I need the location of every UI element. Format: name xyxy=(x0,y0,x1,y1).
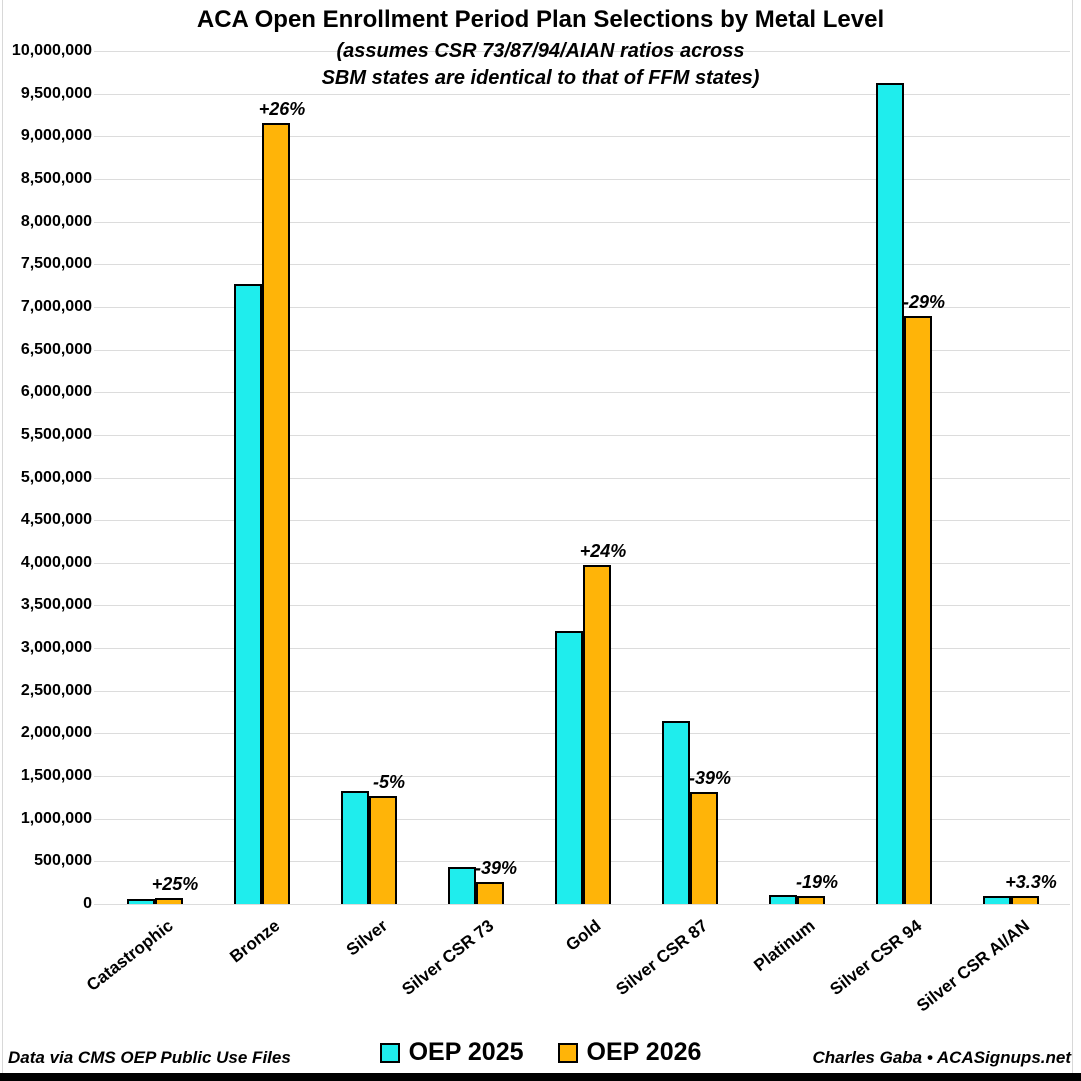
pct-change-label: -5% xyxy=(372,772,406,792)
bar-oep-2026-gold xyxy=(583,565,611,904)
pct-change-label: +24% xyxy=(579,541,627,561)
bar-oep-2026-bronze xyxy=(262,123,290,904)
pct-change-label: +25% xyxy=(151,874,199,894)
x-axis-label: Silver CSR 73 xyxy=(398,916,498,1000)
y-axis-tick-label: 9,500,000 xyxy=(20,84,92,102)
legend-swatch xyxy=(380,1043,400,1063)
x-axis-label: Silver CSR 94 xyxy=(826,916,926,1000)
x-axis-label: Silver CSR AI/AN xyxy=(912,916,1033,1016)
bar-oep-2025-platinum xyxy=(769,895,797,904)
x-axis-label: Bronze xyxy=(226,916,284,967)
x-axis-label: Catastrophic xyxy=(83,916,177,995)
chart-title: ACA Open Enrollment Period Plan Selections by Metal Level xyxy=(196,6,885,33)
x-axis-labels xyxy=(83,916,1070,1046)
bar-oep-2026-silver-csr-73 xyxy=(476,882,504,904)
bar-oep-2025-catastrophic xyxy=(127,899,155,904)
chart-subtitle xyxy=(0,38,1081,92)
y-axis-tick-label: 5,000,000 xyxy=(20,468,92,486)
y-axis-tick-label: 7,500,000 xyxy=(20,255,92,273)
legend-item xyxy=(558,1038,702,1067)
y-axis-tick-label: 0 xyxy=(83,895,92,912)
bar-oep-2025-silver-csr-73 xyxy=(448,867,476,904)
gridline xyxy=(94,222,1070,223)
y-axis-tick-label: 7,000,000 xyxy=(20,297,92,315)
bar-oep-2026-silver-csr-94 xyxy=(904,316,932,904)
bar-oep-2025-silver-csr-87 xyxy=(662,721,690,904)
attribution-note: Charles Gaba • ACASignups.net xyxy=(812,1048,1071,1067)
y-axis-tick-label: 1,500,000 xyxy=(20,767,92,785)
bottom-black-bar xyxy=(0,1073,1081,1081)
y-axis-tick-label: 6,000,000 xyxy=(20,383,92,401)
y-axis-tick-label: 8,000,000 xyxy=(20,212,92,230)
y-axis-tick-label: 8,500,000 xyxy=(20,169,92,187)
bar-oep-2025-bronze xyxy=(234,284,262,904)
bar-oep-2026-platinum xyxy=(797,896,825,904)
data-source-note: Data via CMS OEP Public Use Files xyxy=(8,1048,291,1067)
legend-label: OEP 2026 xyxy=(586,1038,702,1066)
bar-oep-2026-silver-csr-ai-an xyxy=(1011,896,1039,904)
y-axis-tick-label: 4,000,000 xyxy=(20,553,92,571)
y-axis-tick-label: 3,000,000 xyxy=(20,639,92,657)
x-axis-label: Platinum xyxy=(750,916,819,976)
legend-swatch xyxy=(558,1043,578,1063)
x-axis-label: Gold xyxy=(562,916,605,955)
gridline xyxy=(94,904,1070,905)
bar-oep-2025-silver-csr-94 xyxy=(876,83,904,904)
gridline xyxy=(94,94,1070,95)
y-axis-tick-label: 2,500,000 xyxy=(20,681,92,699)
y-axis-tick-label: 500,000 xyxy=(34,852,92,870)
bar-oep-2025-gold xyxy=(555,631,583,904)
plot-area xyxy=(11,42,1070,912)
y-axis-tick-label: 10,000,000 xyxy=(11,42,92,59)
x-axis-label: Silver CSR 87 xyxy=(612,916,712,1000)
bar-oep-2026-silver xyxy=(369,796,397,904)
chart-subtitle-line1: (assumes CSR 73/87/94/AIAN ratios across xyxy=(336,40,745,62)
pct-change-label: +26% xyxy=(258,99,306,119)
gridline xyxy=(94,136,1070,137)
y-axis-tick-label: 4,500,000 xyxy=(20,511,92,529)
bar-oep-2026-catastrophic xyxy=(155,898,183,904)
gridline xyxy=(94,264,1070,265)
chart-right-border xyxy=(1072,0,1073,1073)
pct-change-label: -19% xyxy=(795,872,839,892)
x-axis-label: Silver xyxy=(342,916,391,960)
y-axis-tick-label: 2,000,000 xyxy=(20,724,92,742)
bar-oep-2025-silver xyxy=(341,791,369,904)
y-axis-tick-label: 1,000,000 xyxy=(20,809,92,827)
y-axis-tick-label: 9,000,000 xyxy=(20,127,92,145)
legend-label: OEP 2025 xyxy=(408,1038,524,1066)
gridline xyxy=(94,179,1070,180)
pct-change-label: +3.3% xyxy=(1005,872,1057,892)
y-axis-tick-label: 5,500,000 xyxy=(20,425,92,443)
bar-oep-2025-silver-csr-ai-an xyxy=(983,896,1011,904)
legend-item xyxy=(380,1038,524,1067)
y-axis-tick-label: 6,500,000 xyxy=(20,340,92,358)
y-axis-tick-label: 3,500,000 xyxy=(20,596,92,614)
pct-change-label: -39% xyxy=(474,858,518,878)
chart-subtitle-line2: SBM states are identical to that of FFM states) xyxy=(321,67,760,89)
pct-change-label: -39% xyxy=(688,768,732,788)
pct-change-label: -29% xyxy=(902,292,946,312)
bar-oep-2026-silver-csr-87 xyxy=(690,792,718,904)
